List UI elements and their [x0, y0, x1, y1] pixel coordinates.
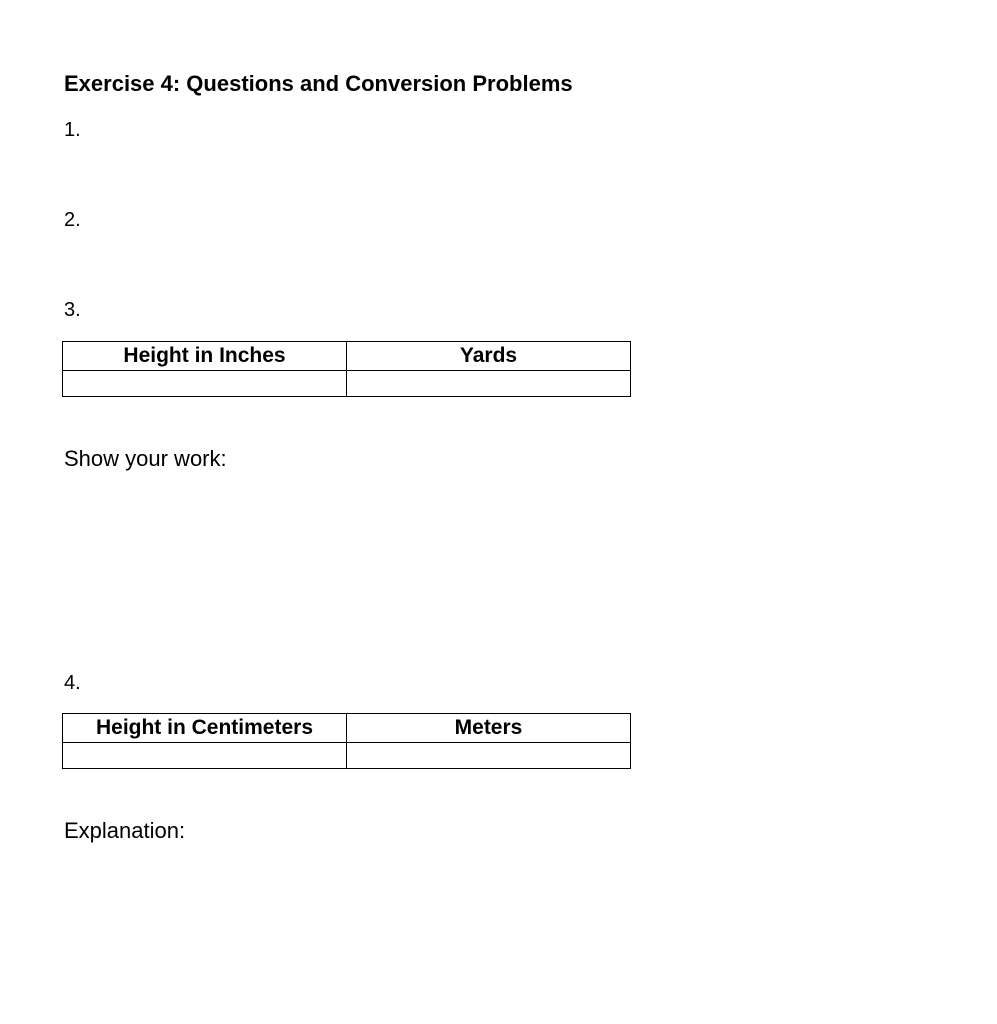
- header-height-centimeters: Height in Centimeters: [63, 714, 347, 743]
- cell-height-centimeters[interactable]: [63, 743, 347, 769]
- centimeters-meters-table: [62, 713, 631, 769]
- cell-height-inches[interactable]: [63, 371, 347, 397]
- header-yards: Yards: [347, 342, 631, 371]
- question-number-4: 4.: [64, 672, 81, 694]
- show-work-label: Show your work:: [64, 446, 227, 471]
- inches-yards-table: [62, 341, 631, 397]
- page-title: Exercise 4: Questions and Conversion Problems: [64, 71, 573, 96]
- question-number-1: 1.: [64, 119, 81, 141]
- table-header-row: [63, 342, 631, 371]
- header-height-inches: Height in Inches: [63, 342, 347, 371]
- table-header-row: [63, 714, 631, 743]
- question-number-2: 2.: [64, 209, 81, 231]
- table-row: [63, 743, 631, 769]
- cell-yards[interactable]: [347, 371, 631, 397]
- cell-meters[interactable]: [347, 743, 631, 769]
- table-row: [63, 371, 631, 397]
- question-number-3: 3.: [64, 299, 81, 321]
- header-meters: Meters: [347, 714, 631, 743]
- explanation-label: Explanation:: [64, 818, 186, 843]
